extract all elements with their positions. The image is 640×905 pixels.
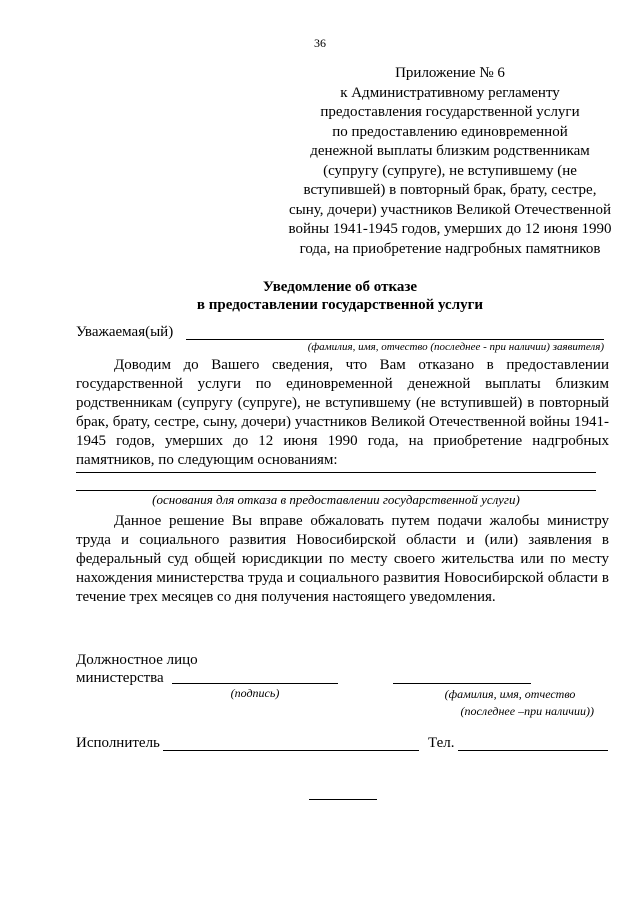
official-title-line-1: Должностное лицо bbox=[76, 652, 198, 668]
appendix-line: года, на приобретение надгробных памятников bbox=[299, 240, 601, 257]
official-title bbox=[76, 651, 198, 687]
official-title-line-2: министерства bbox=[76, 670, 164, 686]
reason-line-2 bbox=[76, 490, 596, 491]
official-name-line bbox=[393, 683, 531, 684]
recipient-name-line bbox=[186, 339, 604, 340]
appendix-line: денежной выплаты близким родственникам bbox=[310, 143, 590, 159]
reason-caption: (основания для отказа в предоставлении государственной услуги) bbox=[152, 492, 520, 507]
official-name-caption bbox=[400, 686, 620, 720]
appendix-header bbox=[260, 64, 640, 259]
executor-label: Исполнитель bbox=[76, 735, 160, 751]
appendix-line: к Административному регламенту bbox=[340, 84, 560, 101]
appendix-line: (супругу (супруге), не вступившему (не bbox=[323, 162, 577, 179]
appendix-line: вступившей) в повторный брак, брату, сестре, bbox=[303, 182, 597, 198]
signature-caption: (подпись) bbox=[230, 686, 280, 700]
phone-line bbox=[458, 750, 608, 751]
reason-line-1 bbox=[76, 472, 596, 473]
title-line-1: Уведомление об отказе bbox=[262, 279, 418, 295]
phone-label: Тел. bbox=[428, 735, 455, 751]
signature-line bbox=[172, 683, 338, 684]
notice-text: Доводим до Вашего сведения, что Вам отказано в предоставлении государственной услуги по единовременной денежной выплаты близким родственникам (супругу (супруге), не вступившему (не вступившей) в повторный брак, брату, сестре, сыну, дочери) участников Великой Отечественной войны 1941-1945 годов, умерших до 12 июня 1990 года, на приобретение надгробных памятников, по следующим основаниям: bbox=[76, 357, 609, 468]
official-name-caption-line-1: (фамилия, имя, отчество bbox=[444, 687, 576, 701]
appendix-line: предоставления государственной услуги bbox=[320, 104, 580, 120]
official-name-caption-line-2: (последнее –при наличии)) bbox=[460, 704, 594, 718]
appeal-paragraph bbox=[76, 512, 609, 607]
greeting-label: Уважаемая(ый) bbox=[76, 324, 174, 340]
appendix-line: по предоставлению единовременной bbox=[332, 123, 568, 140]
appendix-line: Приложение № 6 bbox=[395, 65, 505, 81]
appendix-line: сыну, дочери) участников Великой Отечественной bbox=[289, 201, 611, 218]
appendix-line: войны 1941-1945 годов, умерших до 12 июня 1990 bbox=[288, 221, 612, 237]
end-of-document-mark bbox=[309, 799, 377, 800]
page-number: 36 bbox=[314, 36, 326, 50]
recipient-name-caption: (фамилия, имя, отчество (последнее - при наличии) заявителя) bbox=[307, 341, 604, 353]
executor-line bbox=[163, 750, 419, 751]
appeal-text: Данное решение Вы вправе обжаловать путем подачи жалобы министру труда и социального развития Новосибирской области и (или) заявления в федеральный суд общей юрисдикции по месту своего жительства или по месту нахождения министерства труда и социального развития Новосибирской области в течение трех месяцев со дня получения настоящего уведомления. bbox=[76, 513, 609, 605]
notice-paragraph bbox=[76, 356, 609, 470]
title-line-2: в предоставлении государственной услуги bbox=[196, 297, 484, 313]
document-title bbox=[0, 278, 640, 314]
